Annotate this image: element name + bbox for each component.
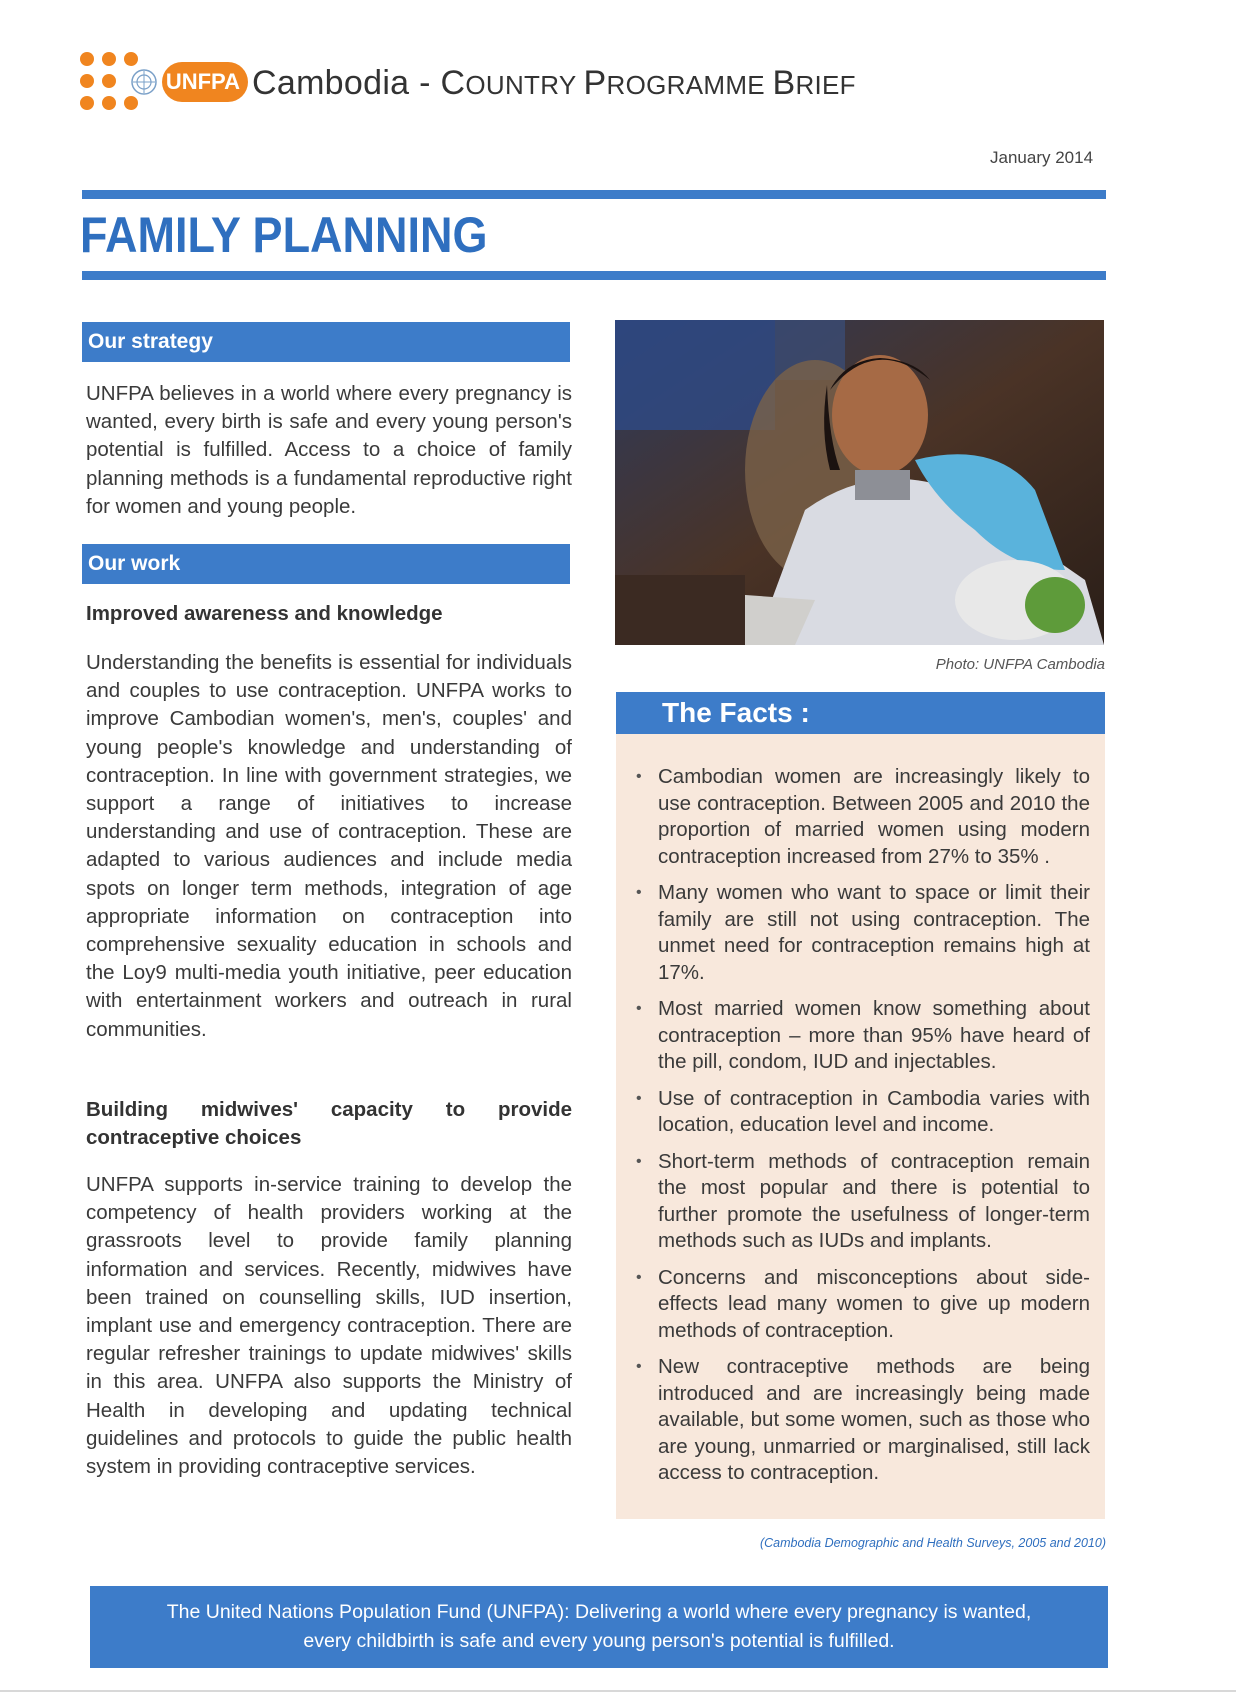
fact-item: • Short-term methods of contraception remain the most popular and there is potential to further promote the usefulness of longer-term methods such as IUDs and implants. (628, 1149, 1090, 1255)
facts-source: (Cambodia Demographic and Health Surveys, 2005 and 2010) (759, 1536, 1106, 1550)
page-bottom-edge (0, 1690, 1236, 1692)
page-title: FAMILY PLANNING (80, 207, 488, 263)
facts-heading: The Facts : (616, 692, 1105, 734)
un-emblem-icon (130, 68, 158, 96)
subheading-midwives-line2: contraceptive choices (86, 1126, 302, 1149)
subheading-midwives-line1: Building midwives' capacity to provide (86, 1098, 572, 1121)
section-heading-strategy: Our strategy (82, 322, 570, 362)
fact-item: • Cambodian women are increasingly likely to use contraception. Between 2005 and 2010 the proportion of married women using modern contraception increased from 27% to 35% . (628, 764, 1090, 870)
photo (615, 320, 1104, 645)
photo-caption: Photo: UNFPA Cambodia (935, 656, 1105, 673)
strategy-paragraph: UNFPA believes in a world where every pregnancy is wanted, every birth is safe and every young person's potential is fulfilled. Access to a choice of family planning methods is a fundamental reproductive right for women and young people. (86, 382, 572, 518)
unfpa-logo: UNFPA (162, 62, 248, 102)
fact-item: • Many women who want to space or limit their family are still not using contraception. The unmet need for contraception remains high at 17%. (628, 880, 1090, 986)
title-rule-top (82, 190, 1106, 199)
photo-illustration (615, 320, 1104, 645)
fact-item: • New contraceptive methods are being introduced and are increasingly being made available, but some women, such as those who are young, unmarried or marginalised, still lack access to contraception. (628, 1354, 1090, 1487)
footer-banner (90, 1586, 1108, 1668)
awareness-paragraph: Understanding the benefits is essential for individuals and couples to use contraception. UNFPA works to improve Cambodian women's, men's, couples' and young people's knowledge and understanding of contraception. In line with government strategies, we support a range of initiatives to increase understanding and use of contraception. These are adapted to various audiences and include media spots on longer term methods, integration of age appropriate information on contraception into comprehensive sexuality education in schools and the Loy9 multi-media youth initiative, peer education with entertainment workers and outreach in rural communities. (86, 651, 572, 1041)
facts-list (628, 764, 1090, 1497)
publication-date: January 2014 (990, 148, 1094, 167)
title-rule-bottom (82, 271, 1106, 280)
midwives-paragraph: UNFPA supports in-service training to develop the competency of health providers working at the grassroots level to provide family planning information and services. Recently, midwives have been trained on counselling skills, IUD insertion, implant use and emergency contraception. There are regular refresher trainings to update midwives' skills in this area. UNFPA also supports the Ministry of Health in developing and updating technical guidelines and protocols to guide the public health system in providing contraceptive services. (86, 1173, 572, 1479)
section-heading-work: Our work (82, 544, 570, 584)
footer-line-1: The United Nations Population Fund (UNFPA): Delivering a world where every pregnancy is wanted, (166, 1601, 1032, 1623)
footer-line-2: every childbirth is safe and every young person's potential is fulfilled. (303, 1630, 895, 1652)
fact-item: • Concerns and misconceptions about side-effects lead many women to give up modern methods of contraception. (628, 1265, 1090, 1345)
fact-item: • Most married women know something about contraception – more than 95% have heard of the pill, condom, IUD and injectables. (628, 996, 1090, 1076)
brief-title: Cambodia - COUNTRY PROGRAMME BRIEF (252, 64, 856, 102)
fact-item: • Use of contraception in Cambodia varies with location, education level and income. (628, 1086, 1090, 1139)
subheading-awareness: Improved awareness and knowledge (86, 602, 443, 625)
